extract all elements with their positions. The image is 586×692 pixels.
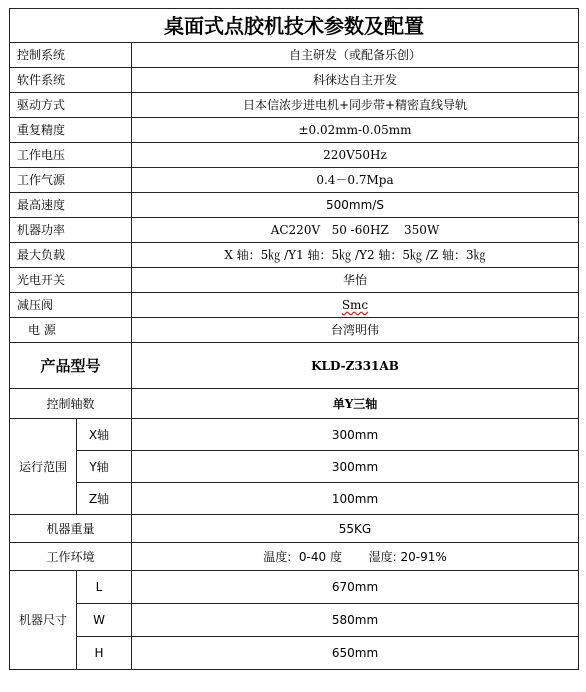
spec-value-precision: ±0.02mm-0.05mm: [132, 118, 579, 143]
model-value: KLD-Z331AB: [132, 343, 579, 389]
size-label: 机器尺寸: [10, 571, 77, 670]
table-title: 桌面式点胶机技术参数及配置: [10, 9, 579, 43]
spec-value-voltage: 220V50Hz: [132, 143, 579, 168]
spec-label-power-supply: 电 源: [10, 318, 132, 343]
range-axis-y-text: Y轴: [89, 459, 109, 474]
spec-value-max-load: X 轴：5㎏ /Y1 轴：5㎏ /Y2 轴：5㎏ /Z 轴：3㎏: [132, 243, 579, 268]
model-label: 产品型号: [10, 343, 132, 389]
size-axis-h-text: H: [94, 646, 104, 660]
range-axis-x: [77, 419, 132, 451]
size-value-h: 650mm: [132, 637, 579, 670]
spec-label-max-speed: 最高速度: [10, 193, 132, 218]
size-axis-l-text: L: [95, 580, 103, 594]
size-axis-l: [77, 571, 132, 604]
range-value-y: 300mm: [132, 451, 579, 483]
range-axis-x-text: X轴: [88, 427, 110, 442]
spec-value-max-speed: 500mm/S: [132, 193, 579, 218]
spec-value-software: 科徕达自主开发: [132, 68, 579, 93]
range-label: 运行范围: [10, 419, 77, 515]
range-axis-z: [77, 483, 132, 515]
spec-label-precision: 重复精度: [10, 118, 132, 143]
spec-value-pressure-valve: [132, 293, 579, 318]
size-axis-w-text: W: [93, 613, 105, 627]
spec-value-pressure-valve-text: Smc: [341, 298, 369, 312]
weight-label: 机器重量: [10, 515, 132, 543]
spec-value-power: AC220V 50 -60HZ 350W: [132, 218, 579, 243]
spec-label-power: 机器功率: [10, 218, 132, 243]
weight-value: 55KG: [132, 515, 579, 543]
spec-label-photo-switch: 光电开关: [10, 268, 132, 293]
spec-value-air-source: 0.4－0.7Mpa: [132, 168, 579, 193]
range-axis-y: [77, 451, 132, 483]
range-value-x: 300mm: [132, 419, 579, 451]
spec-label-pressure-valve: 减压阀: [10, 293, 132, 318]
environment-value: 温度: 0-40 度 湿度: 20-91%: [132, 543, 579, 571]
spec-value-photo-switch: 华怡: [132, 268, 579, 293]
environment-label: 工作环境: [10, 543, 132, 571]
size-value-w: 580mm: [132, 604, 579, 637]
spec-label-drive: 驱动方式: [10, 93, 132, 118]
spec-label-max-load: 最大负载: [10, 243, 132, 268]
spec-value-control-system: 自主研发（或配备乐创）: [132, 43, 579, 68]
spec-table: [9, 8, 579, 670]
spec-label-voltage: 工作电压: [10, 143, 132, 168]
axes-label: 控制轴数: [10, 389, 132, 419]
axes-value: 单Y三轴: [132, 389, 579, 419]
range-axis-z-text: Z轴: [88, 491, 110, 506]
range-value-z: 100mm: [132, 483, 579, 515]
spec-value-drive: 日本信浓步进电机+同步带+精密直线导轨: [132, 93, 579, 118]
spec-value-power-supply: 台湾明伟: [132, 318, 579, 343]
size-axis-w: [77, 604, 132, 637]
size-axis-h: [77, 637, 132, 670]
spec-label-software: 软件系统: [10, 68, 132, 93]
spec-label-control-system: 控制系统: [10, 43, 132, 68]
size-value-l: 670mm: [132, 571, 579, 604]
spec-label-air-source: 工作气源: [10, 168, 132, 193]
